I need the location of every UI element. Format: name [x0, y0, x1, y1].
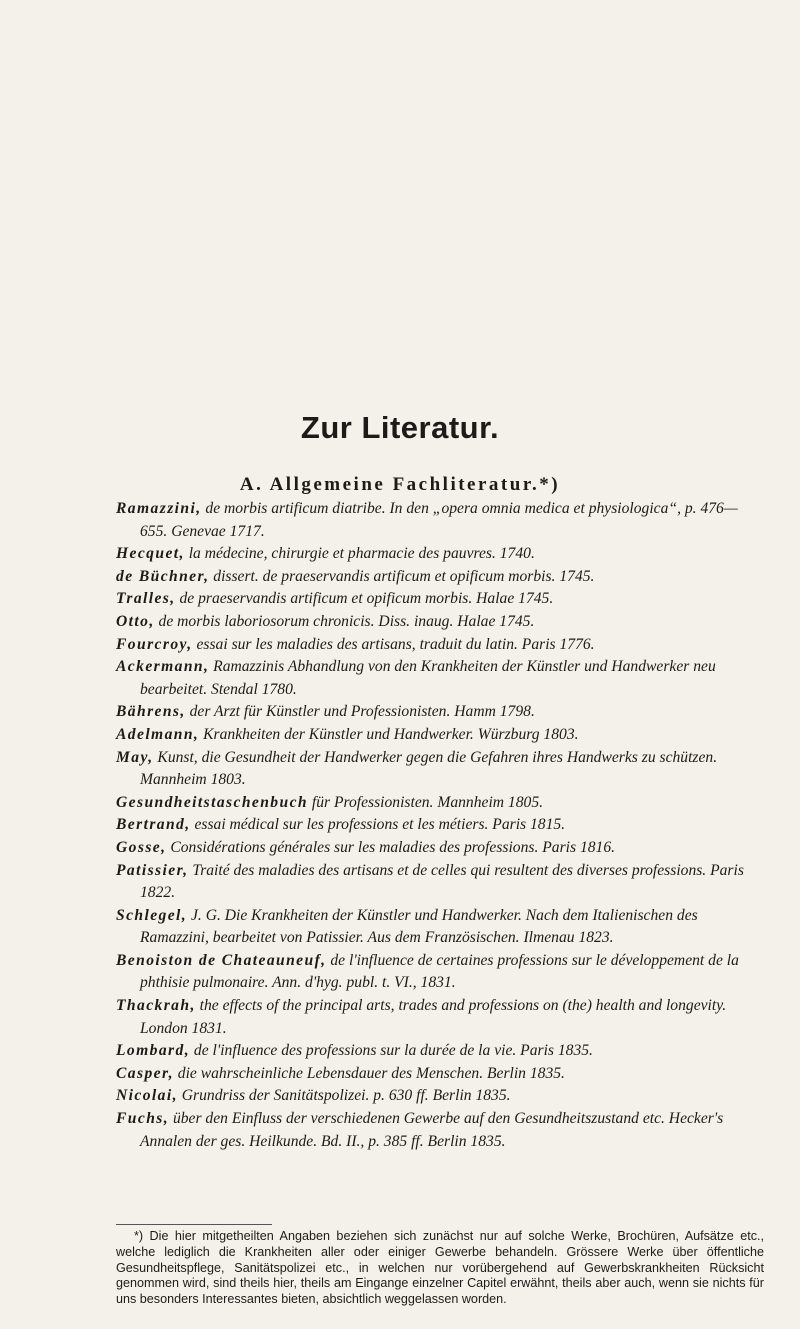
entry-author: Hecquet, — [116, 545, 185, 563]
bibliography-entry — [116, 837, 764, 860]
entry-text: the effects of the principal arts, trades and professions on (the) health and longevity. London 1831. — [140, 997, 727, 1037]
entry-author: Nicolai, — [116, 1087, 178, 1105]
entry-text: essai sur les maladies des artisans, traduit du latin. Paris 1776. — [192, 635, 595, 653]
entry-author: Fourcroy, — [116, 635, 193, 653]
entry-text: über den Einfluss der verschiedenen Gewerbe auf den Gesundheitszustand etc. Hecker's Annalen der ges. Heilkunde. Bd. II., p. 385 ff. Berlin 1835. — [140, 1110, 724, 1150]
bibliography-entry — [116, 860, 764, 905]
entry-text: für Professionisten. Mannheim 1805. — [307, 793, 544, 811]
bibliography-entry — [116, 634, 764, 657]
footnote: *) Die hier mitgetheilten Angaben beziehen sich zunächst nur auf solche Werke, Brochüren, Aufsätze etc., welche lediglich die Krankheiten aller oder einiger Gewerbe behandeln. Grössere Werke über öffentliche Gesundheitspflege, Sanitätspolizei etc., in welchen nur vorübergehend auf Gewerbskrankheiten Rücksicht genommen wird, sind theils hier, theils am Eingange einzelner Capitel erwähnt, theils aber auch, wenn sie nichts für uns besonders Interessantes bieten, absichtlich weggelassen worden. — [116, 1229, 764, 1307]
entry-text: J. G. Die Krankheiten der Künstler und Handwerker. Nach dem Italienischen des Ramazzini, bearbeitet von Patissier. Aus dem Französischen. Ilmenau 1823. — [140, 906, 698, 947]
bibliography-entry — [116, 814, 764, 837]
entry-text: la médecine, chirurgie et pharmacie des pauvres. 1740. — [184, 545, 535, 563]
entry-author: de Büchner, — [116, 567, 210, 585]
bibliography-entry — [116, 656, 764, 701]
page-title: Zur Literatur. — [300, 410, 500, 445]
bibliography-entry — [116, 792, 764, 815]
entry-author: Bertrand, — [116, 816, 191, 834]
entry-author: Patissier, — [116, 861, 189, 879]
entry-author: Bährens, — [116, 703, 186, 721]
entry-author: Benoiston de Chateauneuf, — [116, 951, 327, 969]
entry-author: Gosse, — [116, 838, 167, 856]
entry-text: dissert. de praeservandis artificum et opificum morbis. 1745. — [209, 567, 595, 585]
bibliography-entry — [116, 747, 764, 792]
bibliography-entry — [116, 543, 764, 566]
entry-text: de l'influence de certaines professions sur le développement de la phthisie pulmonaire. Ann. d'hyg. publ. t. VI., 1831. — [140, 951, 739, 992]
entry-text: Traité des maladies des artisans et de celles qui resultent des diverses professions. Paris 1822. — [140, 861, 744, 902]
entry-text: de morbis artificum diatribe. In den „opera omnia medica et physiologica“, p. 476—655. Genevae 1717. — [140, 500, 738, 540]
bibliography-entry — [116, 701, 764, 724]
section-heading: A. Allgemeine Fachliteratur.*) — [239, 474, 561, 495]
entry-text: de morbis laboriosorum chronicis. Diss. inaug. Halae 1745. — [154, 612, 535, 630]
entry-text: Ramazzinis Abhandlung von den Krankheiten der Künstler und Handwerker neu bearbeitet. Stendal 1780. — [140, 658, 716, 698]
entry-author: Thackrah, — [116, 997, 196, 1015]
entry-author: Lombard, — [116, 1042, 191, 1060]
entry-author: May, — [116, 748, 154, 766]
entry-text: de praeservandis artificum et opificum morbis. Halae 1745. — [175, 590, 554, 608]
bibliography-entry — [116, 905, 764, 950]
entry-text: Grundriss der Sanitätspolizei. p. 630 ff. Berlin 1835. — [177, 1087, 511, 1105]
entry-author: Adelmann, — [116, 725, 200, 743]
entry-text: Krankheiten der Künstler und Handwerker. Würzburg 1803. — [199, 725, 579, 743]
entry-author: Schlegel, — [116, 906, 188, 924]
entry-author: Tralles, — [116, 590, 176, 608]
bibliography-entry — [116, 498, 764, 543]
bibliography-entry — [116, 724, 764, 747]
bibliography-entry — [116, 950, 764, 995]
entry-author: Ackermann, — [116, 658, 210, 676]
entry-author: Fuchs, — [116, 1110, 170, 1128]
bibliography-entry — [116, 995, 764, 1040]
bibliography-entry — [116, 566, 764, 589]
entry-text: Kunst, die Gesundheit der Handwerker gegen die Gefahren ihres Handwerks zu schützen. Mannheim 1803. — [140, 748, 718, 789]
entry-author: Otto, — [116, 612, 155, 630]
entry-text: essai médical sur les professions et les métiers. Paris 1815. — [190, 816, 566, 834]
entry-text: de l'influence des professions sur la durée de la vie. Paris 1835. — [190, 1042, 593, 1060]
bibliography-entry — [116, 588, 764, 611]
bibliography-entry — [116, 1085, 764, 1108]
footnote-divider — [116, 1224, 272, 1225]
bibliography-list — [116, 498, 764, 1153]
entry-text: der Arzt für Künstler und Professionisten. Hamm 1798. — [185, 703, 535, 721]
bibliography-entry — [116, 611, 764, 634]
bibliography-entry — [116, 1040, 764, 1063]
entry-author: Gesundheitstaschenbuch — [116, 793, 308, 811]
entry-text: die wahrscheinliche Lebensdauer des Menschen. Berlin 1835. — [173, 1064, 565, 1082]
entry-author: Casper, — [116, 1064, 174, 1082]
entry-text: Considérations générales sur les maladies des professions. Paris 1816. — [166, 838, 616, 856]
bibliography-entry — [116, 1063, 764, 1086]
entry-author: Ramazzini, — [116, 500, 202, 517]
bibliography-entry — [116, 1108, 764, 1153]
